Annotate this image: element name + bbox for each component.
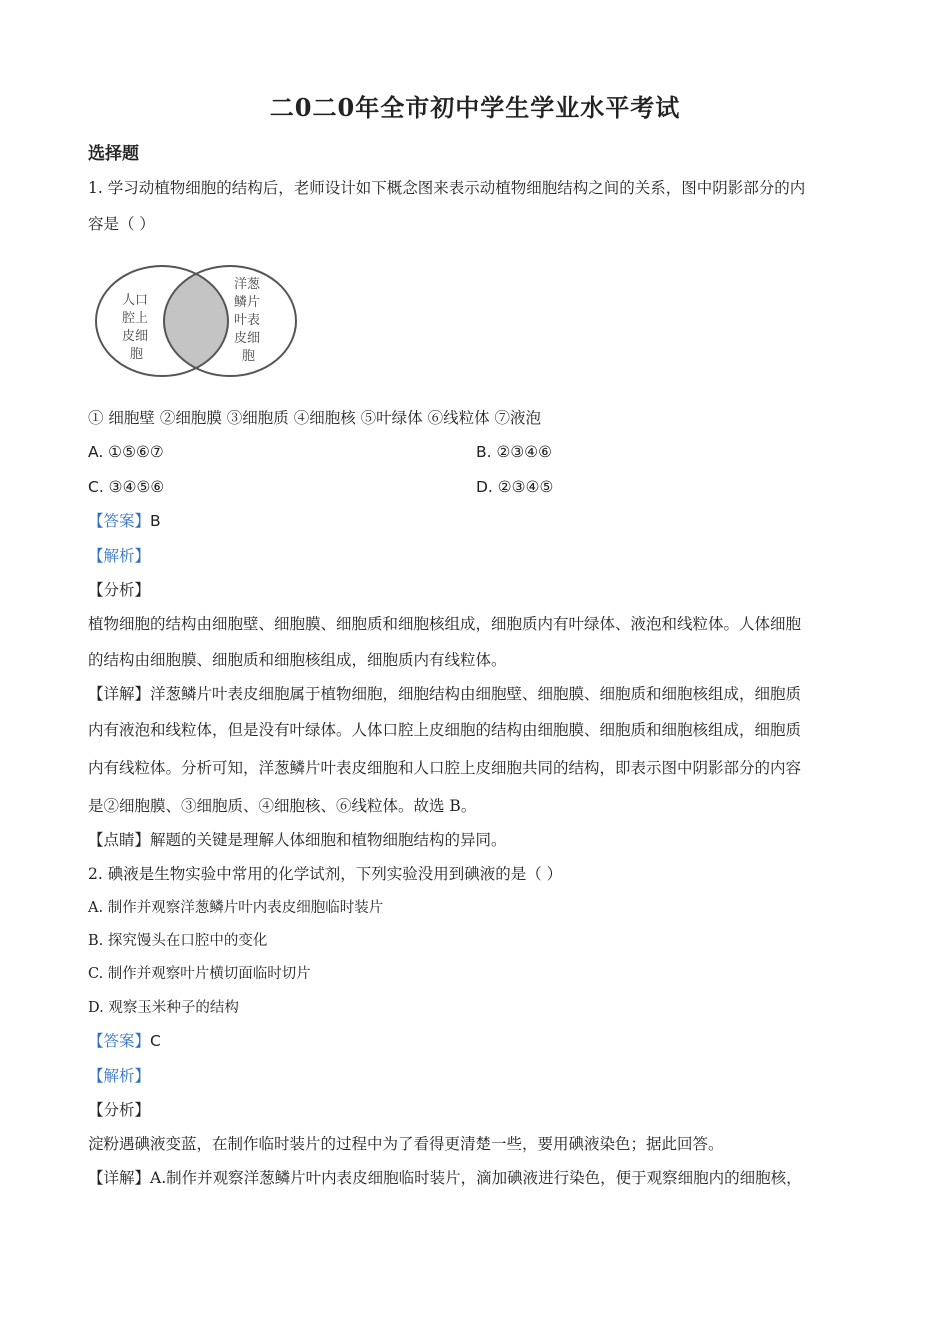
q1-fenxi-label: 【分析】 [88, 581, 151, 599]
q2-answer-value: C [150, 1032, 161, 1050]
q1-fenxi-line1: 植物细胞的结构由细胞壁、细胞膜、细胞质和细胞核组成，细胞质内有叶绿体、液泡和线粒体。人体细胞 [88, 615, 802, 633]
venn-right-label-1: 洋葱 [234, 277, 261, 292]
q1-option-b: B. ②③④⑥ [476, 443, 553, 461]
q2-answer [88, 1031, 868, 1051]
q1-answer-value: B [150, 512, 161, 530]
q2-analysis-label: 【解析】 [88, 1067, 151, 1085]
q1-detail-line2: 内有液泡和线粒体，但是没有叶绿体。人体口腔上皮细胞的结构由细胞膜、细胞质和细胞核组成，细胞质 [88, 721, 802, 739]
q1-option-d: D. ②③④⑤ [476, 478, 554, 496]
q1-detail-line3: 内有线粒体。分析可知，洋葱鳞片叶表皮细胞和人口腔上皮细胞共同的结构，即表示图中阴影部分的内容 [88, 759, 802, 777]
q2-stem: 2. 碘液是生物实验中常用的化学试剂，下列实验没用到碘液的是（ ） [88, 865, 563, 883]
venn-left-label-4: 胞 [130, 347, 144, 362]
venn-left-label-2: 腔上 [122, 311, 149, 326]
q2-detail-text: A.制作并观察洋葱鳞片叶内表皮细胞临时装片，滴加碘液进行染色，便于观察细胞内的细胞核， [150, 1169, 802, 1187]
q1-option-a: A. ①⑤⑥⑦ [88, 443, 164, 461]
q2-fenxi-text: 淀粉遇碘液变蓝，在制作临时装片的过程中为了看得更清楚一些，要用碘液染色；据此回答。 [88, 1135, 724, 1153]
venn-right-label-3: 叶表 [234, 313, 261, 328]
q1-structure-list: ① 细胞壁 ②细胞膜 ③细胞质 ④细胞核 ⑤叶绿体 ⑥线粒体 ⑦液泡 [88, 409, 541, 427]
q1-answer [88, 511, 868, 531]
section-heading: 选择题 [88, 144, 139, 164]
q1-answer-label: 【答案】 [88, 512, 151, 530]
q1-detail-line4: 是②细胞膜、③细胞质、④细胞核、⑥线粒体。故选 B。 [88, 797, 477, 815]
venn-diagram [92, 262, 304, 380]
document-title: 二0二0年全市初中学生学业水平考试 [269, 93, 681, 122]
venn-left-label-1: 人口 [122, 293, 149, 308]
q2-option-a: A. 制作并观察洋葱鳞片叶内表皮细胞临时装片 [88, 900, 384, 916]
q2-answer-label: 【答案】 [88, 1032, 151, 1050]
q2-option-b: B. 探究馒头在口腔中的变化 [88, 933, 268, 949]
q1-detail-line1 [88, 684, 868, 704]
q1-detail-label: 【详解】 [88, 685, 151, 703]
q1-fenxi-line2: 的结构由细胞膜、细胞质和细胞核组成，细胞质内有线粒体。 [88, 651, 507, 669]
venn-left-label-3: 皮细 [122, 329, 149, 344]
q1-point-label: 【点睛】 [88, 831, 151, 849]
q1-stem-line1: 1. 学习动植物细胞的结构后，老师设计如下概念图来表示动植物细胞结构之间的关系，图中阴影部分的内 [88, 179, 806, 197]
q2-option-d: D. 观察玉米种子的结构 [88, 1000, 239, 1016]
q2-option-c: C. 制作并观察叶片横切面临时切片 [88, 966, 311, 982]
venn-right-label-2: 鳞片 [234, 295, 261, 310]
q1-point [88, 830, 868, 850]
q1-option-c: C. ③④⑤⑥ [88, 478, 165, 496]
q2-detail-label: 【详解】 [88, 1169, 151, 1187]
q1-point-text: 解题的关键是理解人体细胞和植物细胞结构的异同。 [150, 831, 507, 849]
venn-right-label-5: 胞 [242, 349, 256, 364]
venn-right-label-4: 皮细 [234, 331, 261, 346]
q1-stem-line2: 容是（ ） [88, 215, 155, 233]
q2-fenxi-label: 【分析】 [88, 1101, 151, 1119]
q1-detail-text1: 洋葱鳞片叶表皮细胞属于植物细胞，细胞结构由细胞壁、细胞膜、细胞质和细胞核组成，细胞质 [150, 685, 802, 703]
q2-detail [88, 1168, 868, 1188]
q1-analysis-label: 【解析】 [88, 547, 151, 565]
